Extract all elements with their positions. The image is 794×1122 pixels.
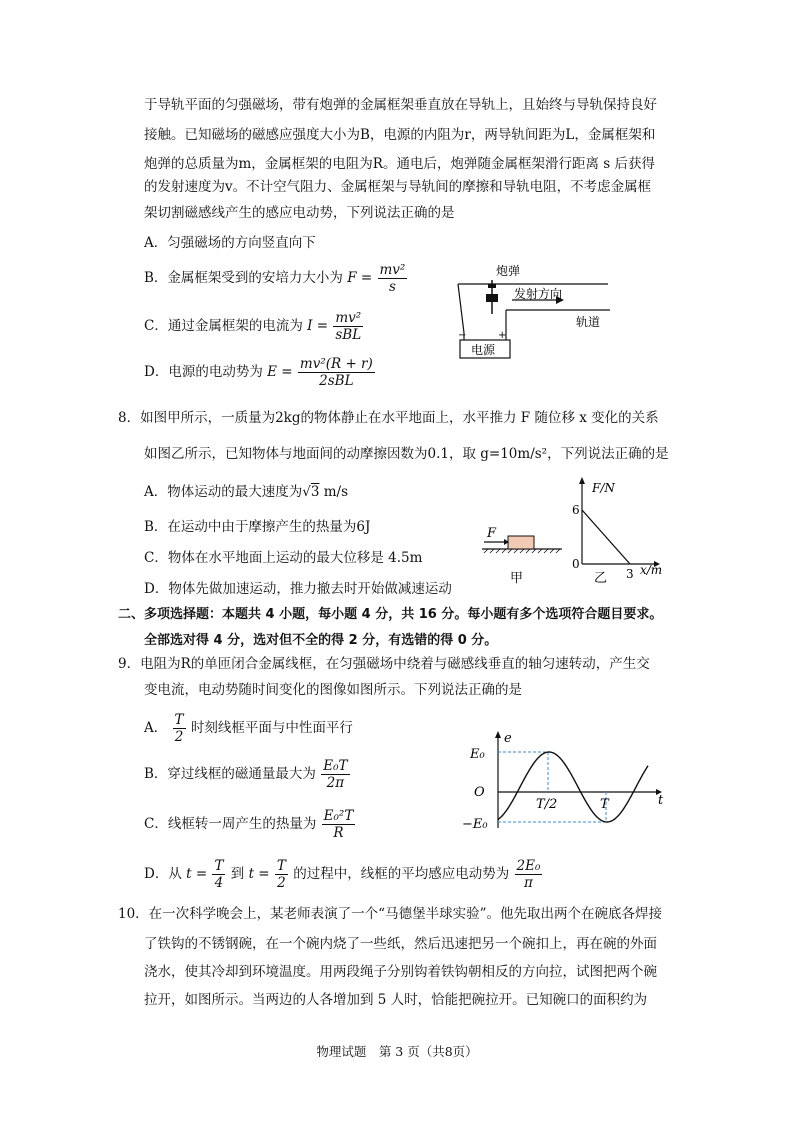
q7-option-b-fraction: [378, 262, 408, 295]
e-axis-label: e: [504, 731, 512, 746]
force-displacement-line: [582, 510, 630, 564]
q8-option-d: D．物体先做加速运动，推力撤去时开始做减速运动: [144, 581, 452, 597]
q9-option-a-text: 时刻线框平面与中性面平行: [190, 720, 353, 736]
q7-option-c-fraction: [333, 310, 363, 343]
q7-stem-line-4: 的发射速度为v。不计空气阻力、金属框架与导轨间的摩擦和导轨电阻，不考虑金属框: [144, 179, 652, 195]
q10-stem-line-2: 了铁钩的不锈钢碗，在一个碗内烧了一些纸，然后迅速把另一个碗扣上，再在碗的外面: [144, 936, 657, 952]
q9-option-d-t2: t =: [248, 866, 270, 882]
t-axis-label: t: [658, 793, 664, 808]
emf-time-graph: [460, 728, 670, 838]
y-axis-label: F/N: [592, 481, 615, 495]
q7-stem-line-1: 于导轨平面的匀强磁场，带有炮弹的金属框架垂直放在导轨上，且始终与导轨保持良好: [144, 97, 657, 113]
q9-stem-line-1: 9．电阻为R的单匝闭合金属线框，在匀强磁场中绕着与磁感线垂直的轴匀速转动，产生交: [118, 656, 650, 672]
power-source-label: 电源: [471, 343, 496, 357]
q8-stem-line-2: 如图乙所示，已知物体与地面间的动摩擦因数为0.1，取 g=10m/s²，下列说法正确的是: [144, 446, 669, 462]
q9-option-d-fraction-2: [275, 858, 288, 891]
q7-option-b-numerator: mv²: [379, 262, 406, 278]
x-axis-label: x/m: [640, 563, 663, 577]
q9-option-b-fraction: [321, 758, 349, 791]
q9-option-d-mid: 的过程中，线框的平均感应电动势为: [293, 866, 510, 882]
q9-option-a-fraction: [173, 712, 186, 745]
q9-option-d-t1: t =: [186, 866, 208, 882]
q7-option-d-numerator: mv²(R + r): [299, 356, 373, 372]
rail-label: 轨道: [576, 315, 601, 329]
q9-option-d-numerator-3: 2E₀: [516, 858, 541, 874]
emf-curve: [498, 752, 648, 822]
q7-option-c-lhs: I =: [307, 318, 329, 334]
q9-option-a-label: A．: [144, 720, 168, 736]
shell-label: 炮弹: [496, 264, 521, 278]
q9-option-c-numerator: E₀²T: [323, 808, 354, 824]
q9-option-a-numerator: T: [174, 712, 184, 728]
q7-option-d-denominator: 2sBL: [319, 373, 354, 389]
q8-option-a: [144, 480, 348, 500]
x-tick-3: 3: [626, 567, 634, 581]
q8-option-a-unit: m/s: [319, 484, 349, 500]
section-2-heading-line-1: 二、多项选择题：本题共 4 小题，每小题 4 分，共 16 分。每小题有多个选项符合题目要求。: [118, 607, 663, 622]
q9-option-b-prefix: B．穿过线框的磁通量最大为: [144, 766, 316, 782]
y-tick-6: 6: [572, 503, 580, 517]
q9-option-a: [144, 712, 353, 745]
q7-option-a: A．匀强磁场的方向竖直向下: [144, 235, 316, 251]
left-lead: [458, 284, 464, 333]
q9-option-c-prefix: C．线框转一周产生的热量为: [144, 816, 317, 832]
q7-option-d: [144, 356, 376, 389]
q8-option-c: C．物体在水平地面上运动的最大位移是 4.5m: [144, 550, 423, 566]
q9-option-d-denominator-2: 2: [277, 875, 286, 891]
q7-option-c-denominator: sBL: [335, 327, 362, 343]
q7-option-b: [144, 262, 408, 295]
direction-label: 发射方向: [514, 287, 563, 301]
q9-option-d-prefix: D．从: [144, 866, 182, 882]
q10-stem-line-3: 浇水，使其冷却到环境温度。用两段绳子分别钩着铁钩朝相反的方向拉，试图把两个碗: [144, 964, 657, 980]
q7-option-c: [144, 310, 364, 343]
q8-option-b: B．在运动中由于摩擦产生的热量为6J: [144, 519, 371, 535]
q10-stem-line-4: 拉开，如图所示。当两边的人各增加到 5 人时，恰能把碗拉开。已知碗口的面积约为: [144, 992, 648, 1008]
q7-stem-line-5: 架切割磁感线产生的感应电动势，下列说法正确的是: [144, 205, 455, 221]
q9-option-d-denominator-1: 4: [214, 875, 224, 891]
plus-sign: +: [498, 330, 507, 341]
e0-label: E₀: [470, 747, 485, 762]
q7-option-d-prefix: D．电源的电动势为: [144, 364, 263, 380]
q9-option-d-fraction-3: [515, 858, 543, 891]
figure-yi-caption: 乙: [594, 571, 608, 586]
q9-option-d-denominator-3: π: [523, 875, 533, 891]
q9-option-d: [144, 858, 543, 891]
q7-option-b-lhs: F =: [347, 270, 373, 286]
q9-option-c: [144, 808, 356, 841]
shell-body: [486, 294, 498, 302]
page-footer: 物理试题 第 3 页（共8页）: [316, 1044, 478, 1059]
railgun-diagram: [448, 258, 638, 362]
block: [508, 536, 534, 549]
q7-stem-line-3: 炮弹的总质量为m，金属框架的电阻为R。通电后，炮弹随金属框架滑行距离 s 后获得: [144, 156, 655, 172]
origin-label: 0: [572, 557, 580, 571]
section-2-heading-line-2: 全部选对得 4 分，选对但不全的得 2 分，有选错的得 0 分。: [144, 633, 498, 648]
period-label: T: [600, 797, 609, 812]
q9-option-c-denominator: R: [333, 825, 344, 841]
q9-option-d-to: 到: [230, 866, 245, 882]
q7-option-c-numerator: mv²: [335, 310, 362, 326]
half-period-label: T/2: [536, 797, 558, 812]
force-label: F: [487, 526, 497, 541]
q8-option-a-radicand: 3: [310, 484, 320, 500]
q7-option-b-prefix: B．金属框架受到的安培力大小为: [144, 270, 343, 286]
sqrt-symbol: √: [302, 484, 311, 500]
q8-stem-line-1: 8．如图甲所示，一质量为2kg的物体静止在水平地面上，水平推力 F 随位移 x 变化的关系: [118, 410, 659, 426]
q9-option-c-fraction: [322, 808, 356, 841]
figure-jia: [478, 520, 568, 590]
q8-option-a-prefix: A．物体运动的最大速度为: [144, 484, 303, 500]
q9-option-b: [144, 758, 351, 791]
q9-option-d-fraction-1: [212, 858, 225, 891]
q7-option-d-fraction: [298, 356, 375, 389]
q7-option-d-lhs: E =: [267, 364, 293, 380]
figure-jia-caption: 甲: [510, 571, 524, 586]
q10-stem-line-1: 10．在一次科学晚会上，某老师表演了一个“马德堡半球实验”。他先取出两个在碗底各焊接: [118, 906, 662, 922]
q9-option-a-denominator: 2: [174, 729, 184, 745]
q9-option-b-denominator: 2π: [326, 775, 345, 791]
origin-label: O: [474, 785, 485, 800]
q7-stem-line-2: 接触。已知磁场的磁感应强度大小为B，电源的内阻为r，两导轨间距为L，金属框架和: [144, 127, 656, 143]
q9-stem-line-2: 变电流，电动势随时间变化的图像如图所示。下列说法正确的是: [144, 682, 522, 698]
q7-option-c-prefix: C．通过金属框架的电流为: [144, 318, 303, 334]
q9-option-b-numerator: E₀T: [323, 758, 348, 774]
q9-option-d-numerator-1: T: [214, 858, 224, 874]
q7-option-b-denominator: s: [388, 279, 396, 295]
minus-sign: −: [458, 330, 467, 341]
minus-e0-label: −E₀: [462, 817, 488, 832]
figure-yi-graph: [566, 474, 666, 588]
q9-option-d-numerator-2: T: [276, 858, 286, 874]
